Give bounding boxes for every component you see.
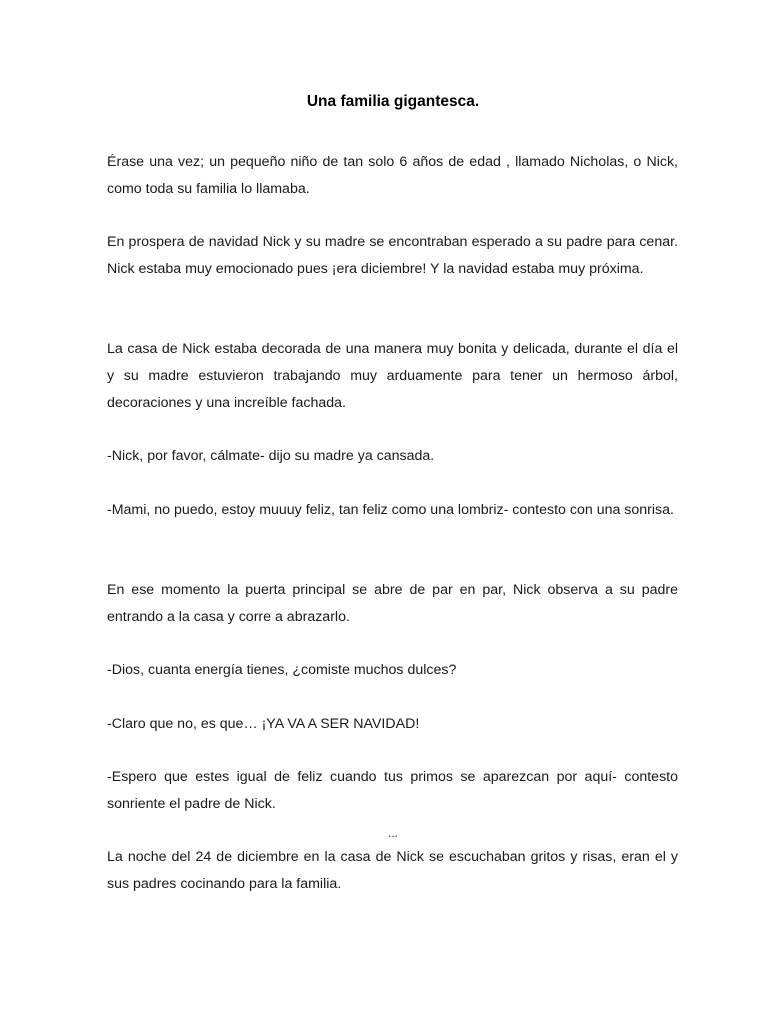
paragraph-2: En prospera de navidad Nick y su madre se encontraban esperado a su padre para cenar. Nick estaba muy emocionado pues ¡era diciembre! Y la navidad estaba muy próxima. [107,234,678,277]
paragraph-1: Érase una vez; un pequeño niño de tan solo 6 años de edad , llamado Nicholas, o Nick, como toda su familia lo llamaba. [107,154,678,197]
paragraph-6: En ese momento la puerta principal se abre de par en par, Nick observa a su padre entrando a la casa y corre a abrazarlo. [107,582,678,625]
section-separator: ... [387,826,398,840]
paragraph-7: -Dios, cuanta energía tienes, ¿comiste muchos dulces? [107,662,457,678]
paragraph-3: La casa de Nick estaba decorada de una manera muy bonita y delicada, durante el día el y su madre estuvieron trabajando muy arduamente para tener un hermoso árbol, decoraciones y una increíble fachada. [107,341,678,411]
paragraph-5: -Mami, no puedo, estoy muuuy feliz, tan feliz como una lombriz- contesto con una sonrisa. [107,502,674,518]
paragraph-9: -Espero que estes igual de feliz cuando tus primos se aparezcan por aquí- contesto sonriente el padre de Nick. [107,769,678,812]
paragraph-10: La noche del 24 de diciembre en la casa de Nick se escuchaban gritos y risas, eran el y sus padres cocinando para la familia. [107,849,678,892]
document-title: Una familia gigantesca. [306,93,480,110]
paragraph-8: -Claro que no, es que… ¡YA VA A SER NAVIDAD! [107,716,420,732]
paragraph-4: -Nick, por favor, cálmate- dijo su madre ya cansada. [107,448,435,464]
